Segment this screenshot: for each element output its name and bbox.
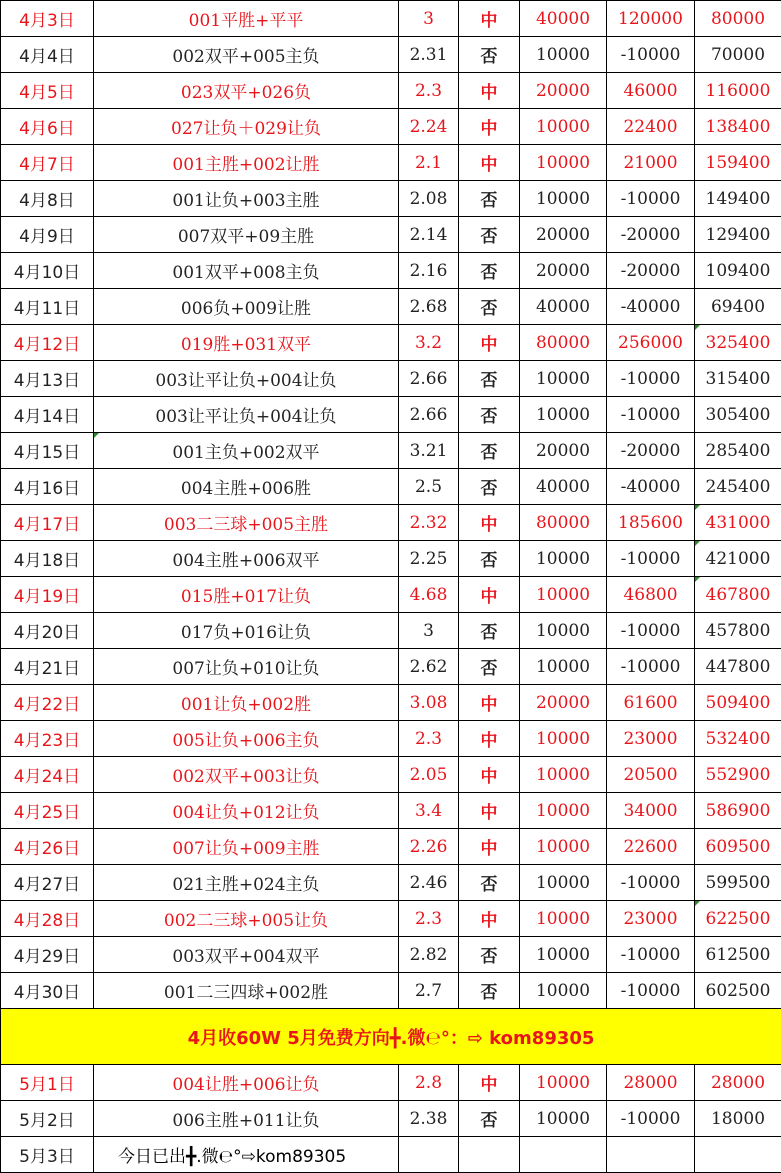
odds-cell: 2.32 xyxy=(399,505,459,541)
pick-cell: 007让负+009主胜 xyxy=(94,829,399,865)
pick-cell: 004让胜+006让负 xyxy=(94,1065,399,1101)
date-cell: 4月8日 xyxy=(1,181,94,217)
pick-cell: 001主胜+002让胜 xyxy=(94,145,399,181)
pick-cell: 006负+009让胜 xyxy=(94,289,399,325)
date-cell: 5月2日 xyxy=(1,1101,94,1137)
result-cell: 中 xyxy=(459,325,520,361)
date-cell: 5月1日 xyxy=(1,1065,94,1101)
stake-cell: 20000 xyxy=(520,217,607,253)
stake-cell: 40000 xyxy=(520,289,607,325)
cell-text: 467800 xyxy=(706,585,771,605)
pick-cell: 001让负+003主胜 xyxy=(94,181,399,217)
table-row xyxy=(1,325,781,361)
table-row xyxy=(1,1065,781,1101)
balance-cell: 116000 xyxy=(695,73,781,109)
balance-cell: 532400 xyxy=(695,721,781,757)
stake-cell: 10000 xyxy=(520,397,607,433)
pick-cell: 007让负+010让负 xyxy=(94,649,399,685)
pick-cell: 002双平+003让负 xyxy=(94,757,399,793)
balance-cell xyxy=(695,1137,781,1173)
result-cell: 否 xyxy=(459,433,520,469)
balance-cell: 457800 xyxy=(695,613,781,649)
odds-cell: 2.14 xyxy=(399,217,459,253)
result-cell: 否 xyxy=(459,865,520,901)
table-row xyxy=(1,613,781,649)
cell-error-marker xyxy=(695,325,700,330)
result-cell: 中 xyxy=(459,1065,520,1101)
profit-cell: 46000 xyxy=(607,73,695,109)
stake-cell: 10000 xyxy=(520,649,607,685)
profit-cell: 22600 xyxy=(607,829,695,865)
table-row xyxy=(1,469,781,505)
stake-cell: 20000 xyxy=(520,685,607,721)
result-cell: 中 xyxy=(459,73,520,109)
balance-cell: 109400 xyxy=(695,253,781,289)
stake-cell: 20000 xyxy=(520,73,607,109)
date-cell: 4月15日 xyxy=(1,433,94,469)
balance-cell xyxy=(695,505,781,541)
stake-cell: 10000 xyxy=(520,901,607,937)
balance-cell: 28000 xyxy=(695,1065,781,1101)
may-records xyxy=(1,1065,781,1137)
odds-cell: 2.7 xyxy=(399,973,459,1009)
table-row xyxy=(1,541,781,577)
result-cell: 否 xyxy=(459,37,520,73)
balance-cell xyxy=(695,541,781,577)
result-cell: 否 xyxy=(459,469,520,505)
balance-cell: 609500 xyxy=(695,829,781,865)
profit-cell: 22400 xyxy=(607,109,695,145)
stake-cell xyxy=(520,1137,607,1173)
odds-cell: 2.62 xyxy=(399,649,459,685)
pick-cell: 003让平让负+004让负 xyxy=(94,397,399,433)
result-cell: 中 xyxy=(459,109,520,145)
result-cell: 否 xyxy=(459,973,520,1009)
balance-cell xyxy=(695,577,781,613)
date-cell: 4月18日 xyxy=(1,541,94,577)
table-row xyxy=(1,829,781,865)
profit-cell: -20000 xyxy=(607,253,695,289)
table-row xyxy=(1,757,781,793)
stake-cell: 10000 xyxy=(520,973,607,1009)
stake-cell: 10000 xyxy=(520,1065,607,1101)
date-cell: 4月23日 xyxy=(1,721,94,757)
balance-cell: 70000 xyxy=(695,37,781,73)
result-cell: 否 xyxy=(459,613,520,649)
cell-text: 622500 xyxy=(706,909,771,929)
odds-cell: 2.66 xyxy=(399,361,459,397)
date-cell: 4月21日 xyxy=(1,649,94,685)
balance-cell xyxy=(695,325,781,361)
odds-cell: 2.3 xyxy=(399,73,459,109)
profit-cell: 256000 xyxy=(607,325,695,361)
result-cell: 否 xyxy=(459,937,520,973)
stake-cell: 10000 xyxy=(520,865,607,901)
result-cell: 否 xyxy=(459,253,520,289)
stake-cell: 80000 xyxy=(520,505,607,541)
note-cell: 今日已出╋.微℮°⇨kom89305 xyxy=(94,1137,399,1173)
april-records xyxy=(1,1,781,1009)
pick-cell xyxy=(94,433,399,469)
balance-cell: 69400 xyxy=(695,289,781,325)
date-cell: 4月5日 xyxy=(1,73,94,109)
table-row xyxy=(1,145,781,181)
balance-cell: 80000 xyxy=(695,1,781,37)
pick-cell: 001让负+002胜 xyxy=(94,685,399,721)
table-row xyxy=(1,73,781,109)
balance-cell: 586900 xyxy=(695,793,781,829)
table-row xyxy=(1,217,781,253)
date-cell: 4月24日 xyxy=(1,757,94,793)
profit-cell: 21000 xyxy=(607,145,695,181)
result-cell xyxy=(459,1137,520,1173)
odds-cell: 2.24 xyxy=(399,109,459,145)
odds-cell: 2.25 xyxy=(399,541,459,577)
result-cell: 否 xyxy=(459,541,520,577)
profit-cell: -10000 xyxy=(607,37,695,73)
promo-banner-row xyxy=(1,1009,781,1065)
odds-cell: 3 xyxy=(399,1,459,37)
profit-cell: 46800 xyxy=(607,577,695,613)
date-cell: 4月12日 xyxy=(1,325,94,361)
result-cell: 否 xyxy=(459,181,520,217)
odds-cell: 3.08 xyxy=(399,685,459,721)
pick-cell: 002双平+005主负 xyxy=(94,37,399,73)
table-row xyxy=(1,901,781,937)
stake-cell: 10000 xyxy=(520,721,607,757)
date-cell: 4月29日 xyxy=(1,937,94,973)
odds-cell: 2.3 xyxy=(399,901,459,937)
date-cell: 4月13日 xyxy=(1,361,94,397)
profit-cell: 61600 xyxy=(607,685,695,721)
date-cell: 4月10日 xyxy=(1,253,94,289)
pick-cell: 015胜+017让负 xyxy=(94,577,399,613)
date-cell: 4月20日 xyxy=(1,613,94,649)
profit-cell: 185600 xyxy=(607,505,695,541)
profit-cell: 20500 xyxy=(607,757,695,793)
result-cell: 否 xyxy=(459,289,520,325)
date-cell: 4月28日 xyxy=(1,901,94,937)
date-cell: 4月27日 xyxy=(1,865,94,901)
balance-cell: 129400 xyxy=(695,217,781,253)
stake-cell: 10000 xyxy=(520,541,607,577)
odds-cell: 3.4 xyxy=(399,793,459,829)
odds-cell: 2.5 xyxy=(399,469,459,505)
odds-cell: 2.38 xyxy=(399,1101,459,1137)
stake-cell: 10000 xyxy=(520,109,607,145)
odds-cell: 3.2 xyxy=(399,325,459,361)
balance-cell: 447800 xyxy=(695,649,781,685)
table-row xyxy=(1,253,781,289)
balance-cell: 149400 xyxy=(695,181,781,217)
date-cell: 4月14日 xyxy=(1,397,94,433)
odds-cell: 2.1 xyxy=(399,145,459,181)
profit-cell: -10000 xyxy=(607,361,695,397)
result-cell: 中 xyxy=(459,1,520,37)
stake-cell: 40000 xyxy=(520,469,607,505)
balance-cell: 285400 xyxy=(695,433,781,469)
profit-cell: 28000 xyxy=(607,1065,695,1101)
balance-cell: 509400 xyxy=(695,685,781,721)
profit-cell: 23000 xyxy=(607,901,695,937)
result-cell: 中 xyxy=(459,505,520,541)
table-row xyxy=(1,649,781,685)
balance-cell: 18000 xyxy=(695,1101,781,1137)
stake-cell: 10000 xyxy=(520,937,607,973)
table-row xyxy=(1,181,781,217)
odds-cell: 2.46 xyxy=(399,865,459,901)
cell-error-marker xyxy=(695,577,700,582)
pick-cell: 007双平+09主胜 xyxy=(94,217,399,253)
pick-cell: 003让平让负+004让负 xyxy=(94,361,399,397)
profit-cell: -40000 xyxy=(607,469,695,505)
table-row xyxy=(1,685,781,721)
cell-error-marker xyxy=(695,505,700,510)
stake-cell: 10000 xyxy=(520,757,607,793)
pick-cell: 001双平+008主负 xyxy=(94,253,399,289)
date-cell: 4月16日 xyxy=(1,469,94,505)
date-cell: 4月25日 xyxy=(1,793,94,829)
result-cell: 中 xyxy=(459,793,520,829)
date-cell: 4月19日 xyxy=(1,577,94,613)
stake-cell: 10000 xyxy=(520,181,607,217)
cell-text: 431000 xyxy=(706,513,771,533)
odds-cell: 3 xyxy=(399,613,459,649)
table-row xyxy=(1,361,781,397)
odds-cell: 2.08 xyxy=(399,181,459,217)
profit-cell: -10000 xyxy=(607,541,695,577)
table-row xyxy=(1,1101,781,1137)
table-row xyxy=(1,433,781,469)
odds-cell: 2.68 xyxy=(399,289,459,325)
result-cell: 否 xyxy=(459,217,520,253)
pick-cell: 001二三四球+002胜 xyxy=(94,973,399,1009)
profit-cell: -10000 xyxy=(607,1101,695,1137)
odds-cell: 2.31 xyxy=(399,37,459,73)
stake-cell: 40000 xyxy=(520,1,607,37)
pick-cell: 004主胜+006胜 xyxy=(94,469,399,505)
pick-cell: 027让负＋029让负 xyxy=(94,109,399,145)
result-cell: 否 xyxy=(459,361,520,397)
date-cell: 4月4日 xyxy=(1,37,94,73)
profit-cell: 23000 xyxy=(607,721,695,757)
profit-cell xyxy=(607,1137,695,1173)
profit-cell: -10000 xyxy=(607,973,695,1009)
table-row xyxy=(1,109,781,145)
odds-cell: 2.82 xyxy=(399,937,459,973)
odds-cell: 3.21 xyxy=(399,433,459,469)
stake-cell: 10000 xyxy=(520,145,607,181)
pick-cell: 023双平+026负 xyxy=(94,73,399,109)
pick-cell: 004让负+012让负 xyxy=(94,793,399,829)
odds-cell: 2.26 xyxy=(399,829,459,865)
stake-cell: 10000 xyxy=(520,613,607,649)
balance-cell: 552900 xyxy=(695,757,781,793)
date-cell: 4月9日 xyxy=(1,217,94,253)
odds-cell: 2.16 xyxy=(399,253,459,289)
odds-cell: 4.68 xyxy=(399,577,459,613)
profit-cell: -10000 xyxy=(607,865,695,901)
balance-cell: 599500 xyxy=(695,865,781,901)
date-cell: 4月30日 xyxy=(1,973,94,1009)
table-row xyxy=(1,1137,781,1173)
pick-cell: 006主胜+011让负 xyxy=(94,1101,399,1137)
balance-cell: 612500 xyxy=(695,937,781,973)
date-cell: 4月3日 xyxy=(1,1,94,37)
pick-cell: 001平胜+平平 xyxy=(94,1,399,37)
balance-cell: 315400 xyxy=(695,361,781,397)
date-cell: 4月11日 xyxy=(1,289,94,325)
odds-cell: 2.66 xyxy=(399,397,459,433)
result-cell: 中 xyxy=(459,829,520,865)
profit-cell: -10000 xyxy=(607,937,695,973)
balance-cell: 602500 xyxy=(695,973,781,1009)
pick-cell: 004主胜+006双平 xyxy=(94,541,399,577)
pick-cell: 017负+016让负 xyxy=(94,613,399,649)
balance-cell xyxy=(695,901,781,937)
promo-banner: 4月收60W 5月免费方向╋.微℮°：⇨ kom89305 xyxy=(1,1009,781,1065)
result-cell: 中 xyxy=(459,145,520,181)
stake-cell: 10000 xyxy=(520,361,607,397)
table-row xyxy=(1,577,781,613)
profit-cell: -20000 xyxy=(607,217,695,253)
profit-cell: -10000 xyxy=(607,649,695,685)
profit-cell: -20000 xyxy=(607,433,695,469)
pick-cell: 019胜+031双平 xyxy=(94,325,399,361)
stake-cell: 10000 xyxy=(520,1101,607,1137)
result-cell: 中 xyxy=(459,901,520,937)
result-cell: 中 xyxy=(459,577,520,613)
odds-cell xyxy=(399,1137,459,1173)
date-cell: 4月26日 xyxy=(1,829,94,865)
odds-cell: 2.05 xyxy=(399,757,459,793)
cell-error-marker xyxy=(94,433,99,438)
result-cell: 否 xyxy=(459,649,520,685)
result-cell: 中 xyxy=(459,685,520,721)
table-row xyxy=(1,1,781,37)
result-cell: 中 xyxy=(459,757,520,793)
result-cell: 否 xyxy=(459,397,520,433)
date-cell: 4月17日 xyxy=(1,505,94,541)
date-cell: 4月22日 xyxy=(1,685,94,721)
pick-cell: 003双平+004双平 xyxy=(94,937,399,973)
cell-error-marker xyxy=(695,541,700,546)
stake-cell: 10000 xyxy=(520,37,607,73)
profit-cell: 34000 xyxy=(607,793,695,829)
pick-cell: 005让负+006主负 xyxy=(94,721,399,757)
table-row xyxy=(1,865,781,901)
stake-cell: 20000 xyxy=(520,433,607,469)
balance-cell: 138400 xyxy=(695,109,781,145)
date-cell: 4月6日 xyxy=(1,109,94,145)
cell-text: 421000 xyxy=(706,549,771,569)
table-row xyxy=(1,397,781,433)
table-row xyxy=(1,937,781,973)
stake-cell: 10000 xyxy=(520,577,607,613)
pick-cell: 003二三球+005主胜 xyxy=(94,505,399,541)
stake-cell: 20000 xyxy=(520,253,607,289)
table-row xyxy=(1,505,781,541)
table-row xyxy=(1,973,781,1009)
table-row xyxy=(1,37,781,73)
date-cell: 5月3日 xyxy=(1,1137,94,1173)
cell-error-marker xyxy=(695,901,700,906)
table-row xyxy=(1,289,781,325)
profit-cell: 120000 xyxy=(607,1,695,37)
table-row xyxy=(1,721,781,757)
pick-cell: 002二三球+005让负 xyxy=(94,901,399,937)
result-cell: 否 xyxy=(459,1101,520,1137)
stake-cell: 80000 xyxy=(520,325,607,361)
stake-cell: 10000 xyxy=(520,793,607,829)
result-cell: 中 xyxy=(459,721,520,757)
cell-text: 001主负+002双平 xyxy=(172,443,319,463)
balance-cell: 305400 xyxy=(695,397,781,433)
odds-cell: 2.8 xyxy=(399,1065,459,1101)
stake-cell: 10000 xyxy=(520,829,607,865)
profit-cell: -10000 xyxy=(607,397,695,433)
profit-cell: -40000 xyxy=(607,289,695,325)
table-row xyxy=(1,793,781,829)
cell-text: 325400 xyxy=(706,333,771,353)
odds-cell: 2.3 xyxy=(399,721,459,757)
balance-cell: 159400 xyxy=(695,145,781,181)
pick-cell: 021主胜+024主负 xyxy=(94,865,399,901)
profit-cell: -10000 xyxy=(607,613,695,649)
date-cell: 4月7日 xyxy=(1,145,94,181)
balance-cell: 245400 xyxy=(695,469,781,505)
profit-cell: -10000 xyxy=(607,181,695,217)
